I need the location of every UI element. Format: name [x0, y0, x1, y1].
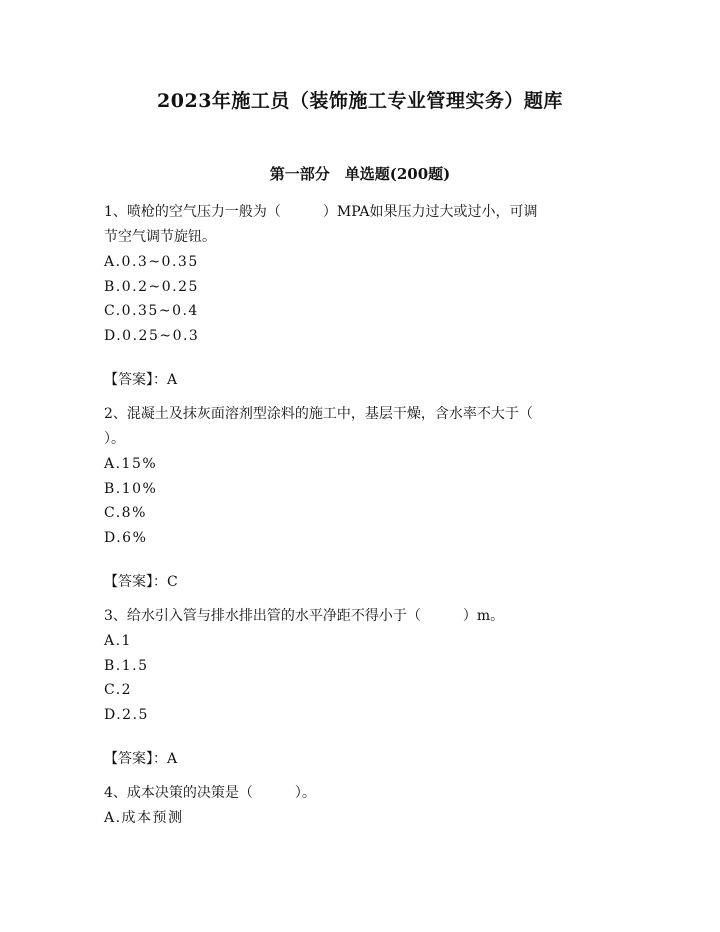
answer-value: A — [167, 372, 178, 388]
option-b: B.10% — [104, 480, 158, 497]
option-a: A.1 — [104, 633, 132, 649]
question-list — [104, 200, 614, 831]
option-a: A.成本预测 — [104, 810, 184, 826]
answer-value: C — [167, 574, 178, 590]
answer-line — [104, 570, 614, 594]
answer-label: 【答案】： — [104, 372, 167, 388]
question-4 — [104, 781, 614, 831]
question-text: ）。 — [104, 431, 125, 447]
option-c: C.8% — [104, 505, 147, 521]
option-b: B.1.5 — [104, 657, 149, 674]
answer-line — [104, 747, 614, 771]
page-title: 2023年施工员（装饰施工专业管理实务）题库 — [157, 90, 563, 112]
question-text: 3、给水引入管与排水排出管的水平净距不得小于（ ）m。 — [104, 608, 505, 624]
question-2 — [104, 402, 614, 594]
option-a: A.0.3~0.35 — [104, 254, 199, 270]
option-d: D.2.5 — [104, 706, 149, 723]
question-1 — [104, 200, 614, 392]
answer-line — [104, 368, 614, 392]
question-text: 4、成本决策的决策是（ ）。 — [104, 785, 316, 801]
option-d: D.6% — [104, 529, 148, 546]
question-text: 2、混凝土及抹灰面溶剂型涂料的施工中，基层干燥，含水率不大于（ — [104, 406, 533, 422]
answer-value: A — [167, 751, 178, 767]
option-c: C.0.35~0.4 — [104, 303, 199, 319]
question-text: 节空气调节旋钮。 — [104, 229, 216, 245]
question-text: 1、喷枪的空气压力一般为（ ）MPA如果压力过大或过小，可调 — [104, 204, 538, 220]
question-3 — [104, 604, 614, 771]
section-heading: 第一部分 单选题(200题) — [269, 165, 451, 183]
option-a: A.15% — [104, 456, 158, 472]
option-c: C.2 — [104, 682, 133, 698]
answer-label: 【答案】： — [104, 751, 167, 767]
answer-label: 【答案】： — [104, 574, 167, 590]
option-b: B.0.2~0.25 — [104, 278, 199, 295]
option-d: D.0.25~0.3 — [104, 327, 200, 344]
